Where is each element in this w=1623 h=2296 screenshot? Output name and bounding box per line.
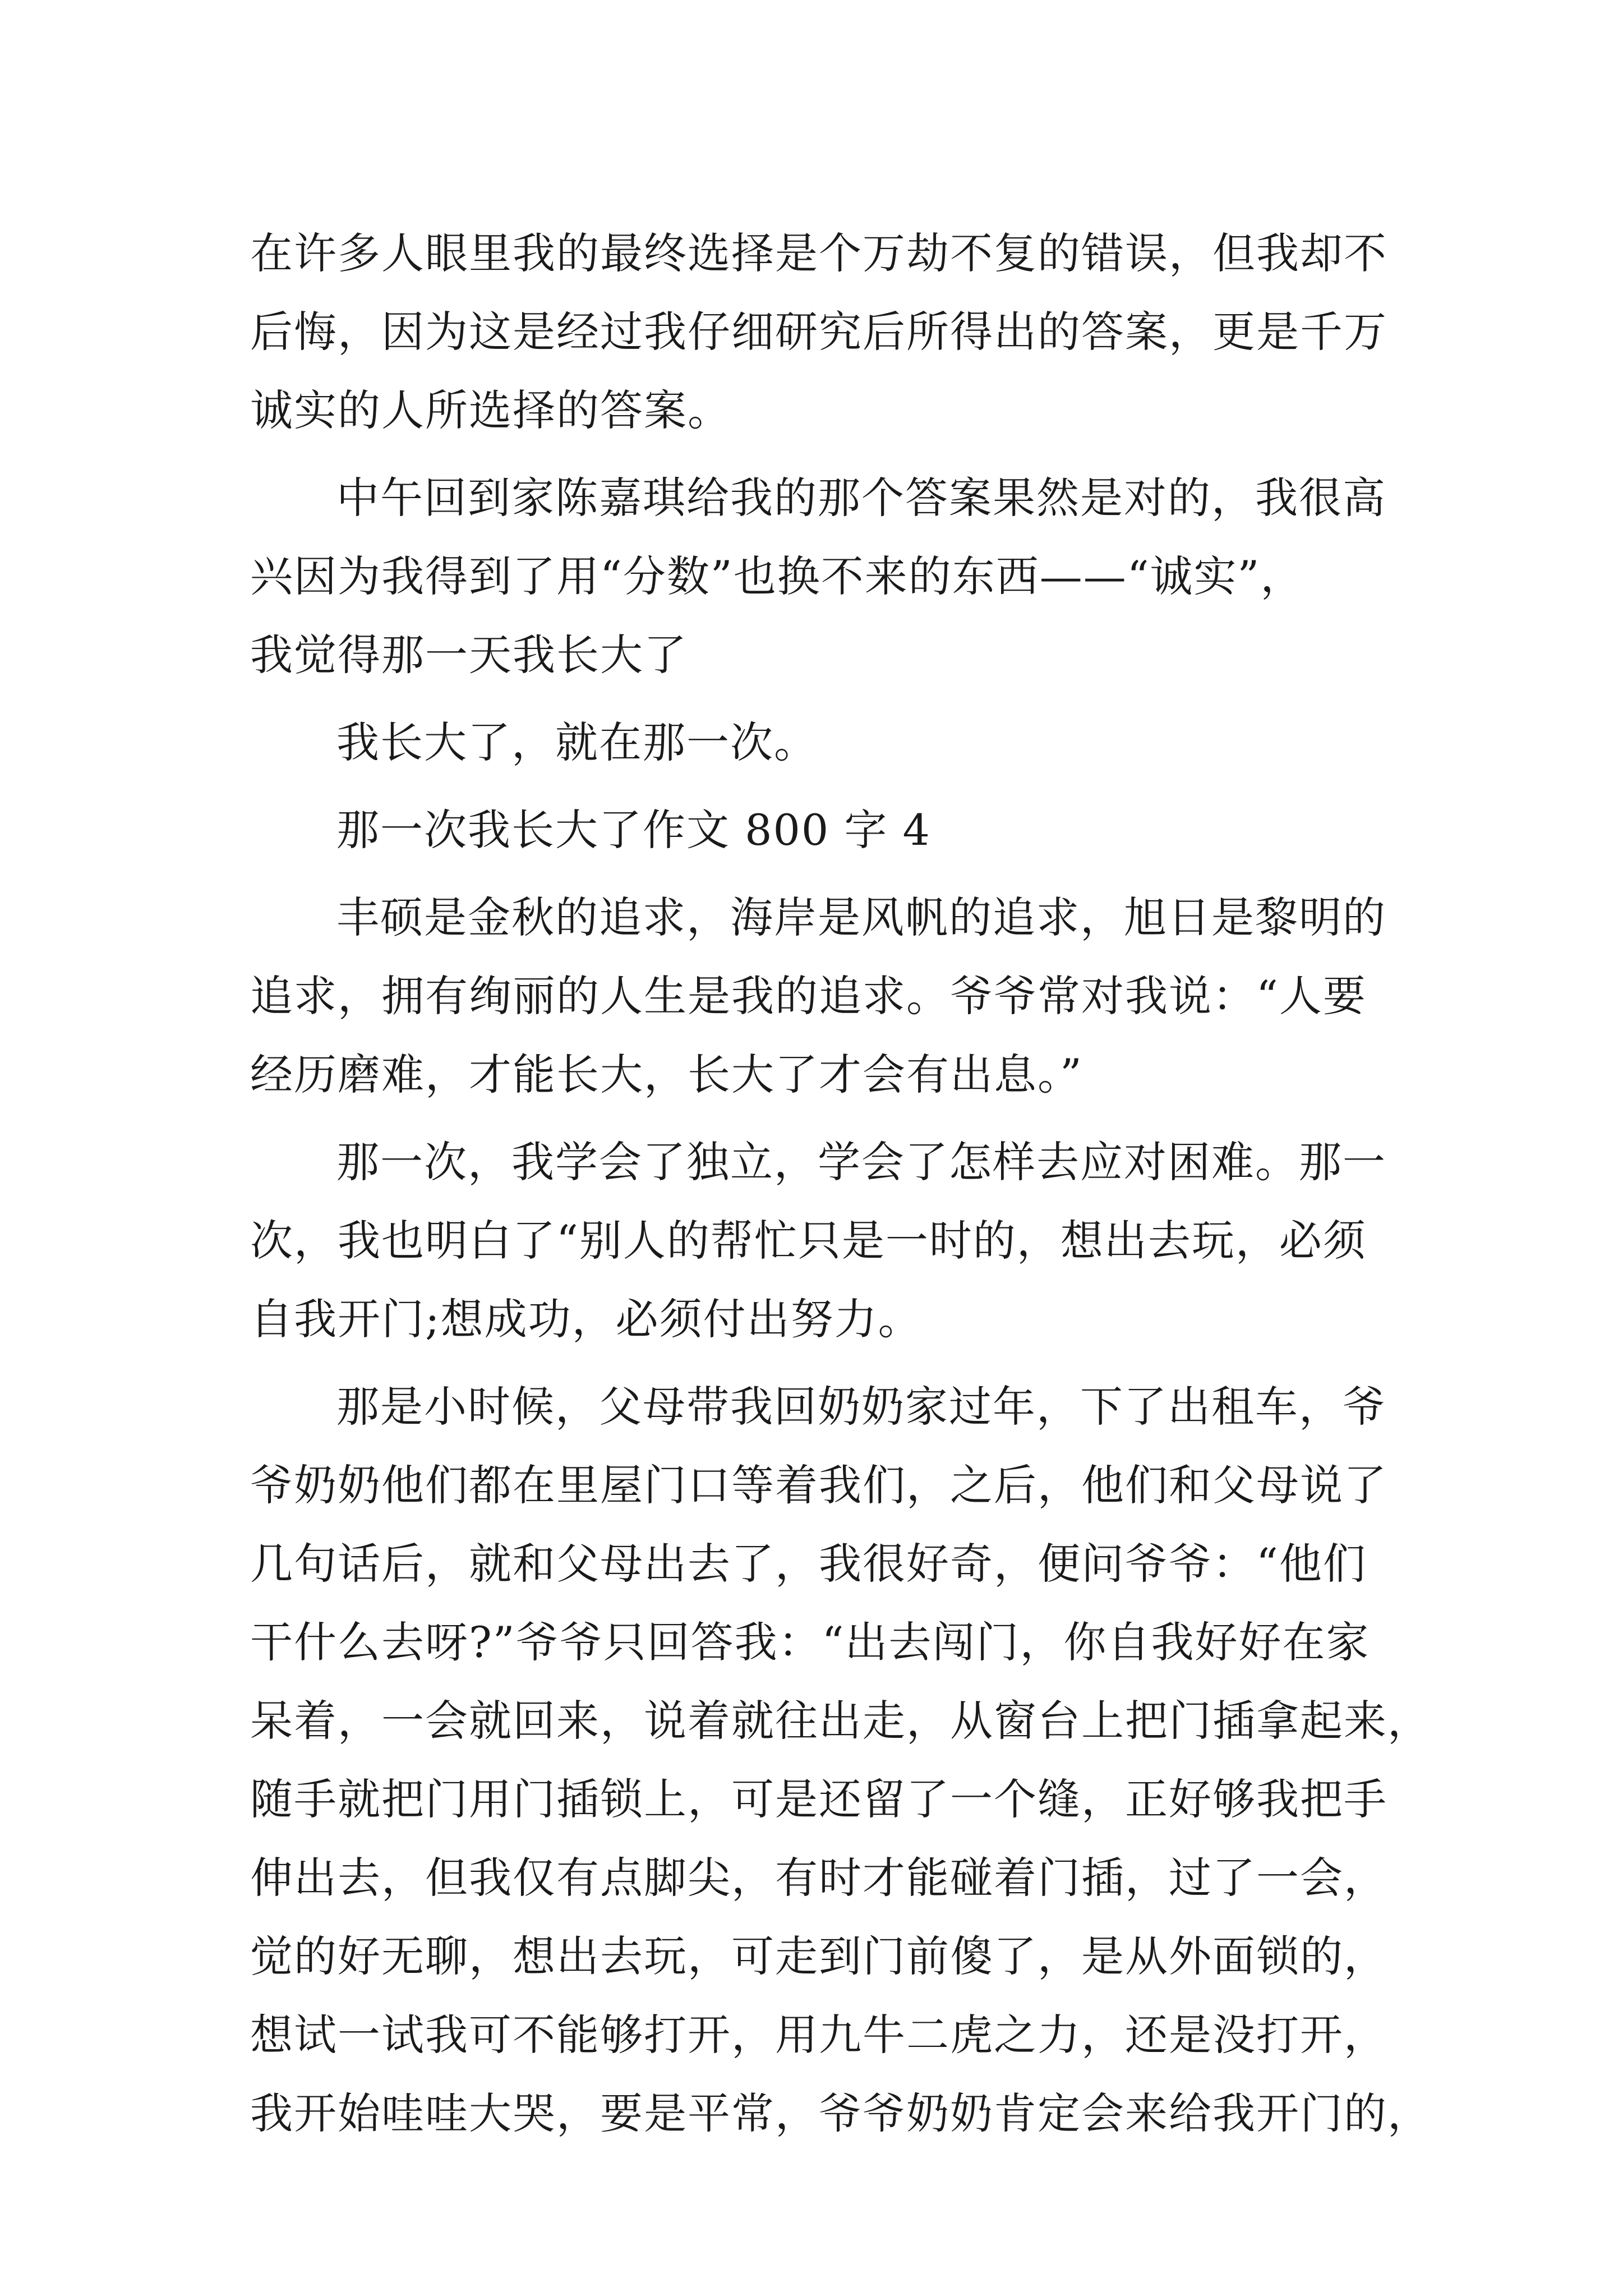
text-line: 随手就把门用门插锁上，可是还留了一个缝，正好够我把手 [250,1774,1387,1824]
text-line: 诚实的人所选择的答案。 [250,385,731,435]
paragraph [250,214,1387,450]
section-heading [250,791,1377,869]
document-body [250,214,1431,2153]
text-line: 伸出去，但我仅有点脚尖，有时才能碰着门插，过了一会， [250,1853,1387,1903]
paragraph [250,1368,1431,2153]
text-line: 爷奶奶他们都在里屋门口等着我们，之后，他们和父母说了 [250,1460,1387,1510]
heading-line: 那一次我长大了作文 800 字 4 [336,805,931,855]
paragraph [250,459,1386,694]
text-line: 那是小时候，父母带我回奶奶家过年，下了出租车，爷 [336,1382,1386,1432]
text-line: 丰硕是金秋的追求，海岸是风帆的追求，旭日是黎明的 [336,892,1386,942]
text-line: 干什么去呀?”爷爷只回答我：“出去闯门，你自我好好在家 [250,1617,1370,1667]
text-line: 中午回到家陈嘉琪给我的那个答案果然是对的，我很高 [336,473,1386,523]
text-line: 几句话后，就和父母出去了，我很好奇，便问爷爷：“他们 [250,1539,1367,1589]
text-line: 想试一试我可不能够打开，用九牛二虎之力，还是没打开， [250,2010,1387,2060]
text-line: 觉的好无聊，想出去玩，可走到门前傻了，是从外面锁的， [250,1931,1387,1981]
text-line: 呆着，一会就回来，说着就往出走，从窗台上把门插拿起来， [250,1696,1431,1746]
text-line: 自我开门;想成功，必须付出努力。 [250,1294,922,1344]
text-line: 追求，拥有绚丽的人生是我的追求。爷爷常对我说：“人要 [250,971,1367,1021]
text-line: 那一次，我学会了独立，学会了怎样去应对困难。那一 [336,1137,1386,1187]
paragraph [250,703,1377,782]
text-line: 后悔，因为这是经过我仔细研究后所得出的答案，更是千万 [250,307,1387,357]
text-line: 我开始哇哇大哭，要是平常，爷爷奶奶肯定会来给我开门的， [250,2088,1431,2138]
paragraph [250,878,1386,1114]
text-line: 次，我也明白了“别人的帮忙只是一时的，想出去玩，必须 [250,1216,1367,1266]
text-line: 经历磨难，才能长大，长大了才会有出息。” [250,1050,1083,1099]
paragraph [250,1123,1386,1359]
text-line: 我觉得那一天我长大了 [250,630,688,680]
text-line: 我长大了，就在那一次。 [336,717,818,767]
text-line: 在许多人眼里我的最终选择是个万劫不复的错误，但我却不 [250,228,1387,278]
text-line: 兴因为我得到了用“分数”也换不来的东西——“诚实”， [250,551,1304,601]
